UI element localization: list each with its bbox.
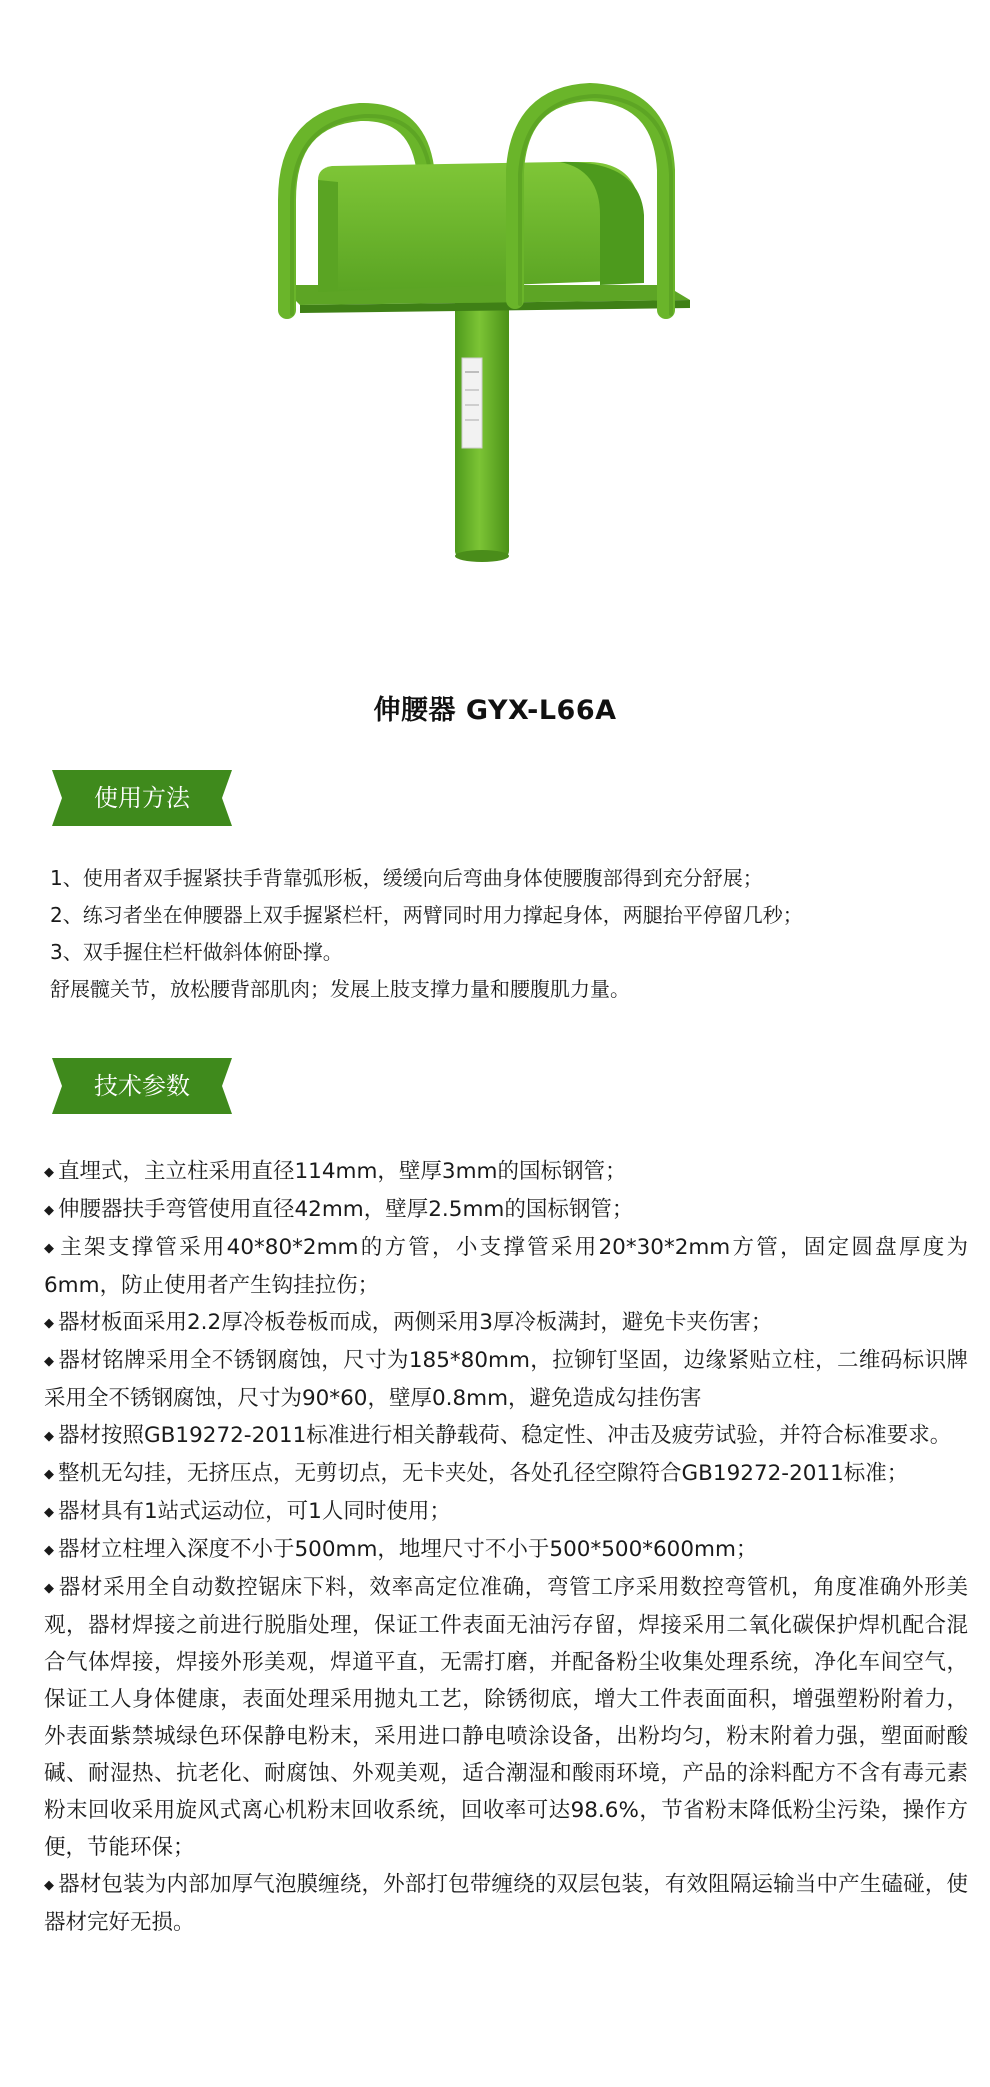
spec-item: ◆ 主架支撑管采用40*80*2mm的方管，小支撑管采用20*30*2mm方管，固定圆盘厚度为6mm，防止使用者产生钩挂拉伤；: [44, 1229, 968, 1304]
product-title: 伸腰器 GYX-L66A: [373, 695, 617, 726]
spec-item: ◆ 器材按照GB19272-2011标准进行相关静载荷、稳定性、冲击及疲劳试验，并符合标准要求。: [44, 1417, 968, 1455]
diamond-bullet-icon: ◆: [44, 1878, 54, 1893]
usage-summary: 舒展髋关节，放松腰背部肌肉；发展上肢支撑力量和腰腹肌力量。: [50, 977, 630, 1001]
diamond-bullet-icon: ◆: [44, 1543, 54, 1558]
usage-heading: 使用方法: [94, 784, 190, 812]
usage-heading-banner: [52, 770, 232, 826]
usage-line: 1、使用者双手握紧扶手背靠弧形板，缓缓向后弯曲身体使腰腹部得到充分舒展；: [50, 866, 763, 890]
product-image: [0, 0, 990, 620]
spec-item: ◆ 直埋式，主立柱采用直径114mm，壁厚3mm的国标钢管；: [44, 1153, 968, 1191]
spec-item: ◆ 整机无勾挂，无挤压点，无剪切点，无卡夹处，各处孔径空隙符合GB19272-2011标准；: [44, 1455, 968, 1493]
diamond-bullet-icon: ◆: [44, 1505, 54, 1520]
diamond-bullet-icon: ◆: [44, 1316, 54, 1331]
spec-heading: 技术参数: [94, 1072, 190, 1100]
diamond-bullet-icon: ◆: [44, 1354, 54, 1369]
diamond-bullet-icon: ◆: [44, 1581, 54, 1596]
usage-line: 3、双手握住栏杆做斜体俯卧撑。: [50, 940, 343, 964]
diamond-bullet-icon: ◆: [44, 1203, 54, 1218]
spec-item: ◆ 器材板面采用2.2厚冷板卷板而成，两侧采用3厚冷板满封，避免卡夹伤害；: [44, 1304, 968, 1342]
spec-list: [44, 1153, 968, 1941]
usage-text: [50, 860, 960, 1008]
diamond-bullet-icon: ◆: [44, 1241, 54, 1256]
spec-item: ◆ 器材立柱埋入深度不小于500mm，地埋尺寸不小于500*500*600mm；: [44, 1531, 968, 1569]
spec-item: ◆ 器材铭牌采用全不锈钢腐蚀，尺寸为185*80mm，拉铆钉坚固，边缘紧贴立柱，二维码标识牌采用全不锈钢腐蚀，尺寸为90*60，壁厚0.8mm，避免造成勾挂伤害: [44, 1342, 968, 1417]
spec-item: ◆ 器材采用全自动数控锯床下料，效率高定位准确，弯管工序采用数控弯管机，角度准确外形美观，器材焊接之前进行脱脂处理，保证工件表面无油污存留，焊接采用二氧化碳保护焊机配合混合气体焊接，焊接外形美观，焊道平直，无需打磨，并配备粉尘收集处理系统，净化车间空气，保证工人身体健康，表面处理采用抛丸工艺，除锈彻底，增大工件表面面积，增强塑粉附着力，外表面紫禁城绿色环保静电粉末，采用进口静电喷涂设备，出粉均匀，粉末附着力强，塑面耐酸碱、耐湿热、抗老化、耐腐蚀、外观美观，适合潮湿和酸雨环境，产品的涂料配方不含有毒元素粉末回收采用旋风式离心机粉末回收系统，回收率可达98.6%，节省粉末降低粉尘污染，操作方便，节能环保；: [44, 1569, 968, 1866]
diamond-bullet-icon: ◆: [44, 1429, 54, 1444]
spec-heading-banner: [52, 1058, 232, 1114]
usage-line: 2、练习者坐在伸腰器上双手握紧栏杆，两臂同时用力撑起身体，两腿抬平停留几秒；: [50, 903, 803, 927]
diamond-bullet-icon: ◆: [44, 1165, 54, 1180]
spec-item: ◆ 伸腰器扶手弯管使用直径42mm，壁厚2.5mm的国标钢管；: [44, 1191, 968, 1229]
diamond-bullet-icon: ◆: [44, 1467, 54, 1482]
spec-item: ◆ 器材具有1站式运动位，可1人同时使用；: [44, 1493, 968, 1531]
spec-item: ◆ 器材包装为内部加厚气泡膜缠绕，外部打包带缠绕的双层包装，有效阻隔运输当中产生磕碰，使器材完好无损。: [44, 1866, 968, 1941]
